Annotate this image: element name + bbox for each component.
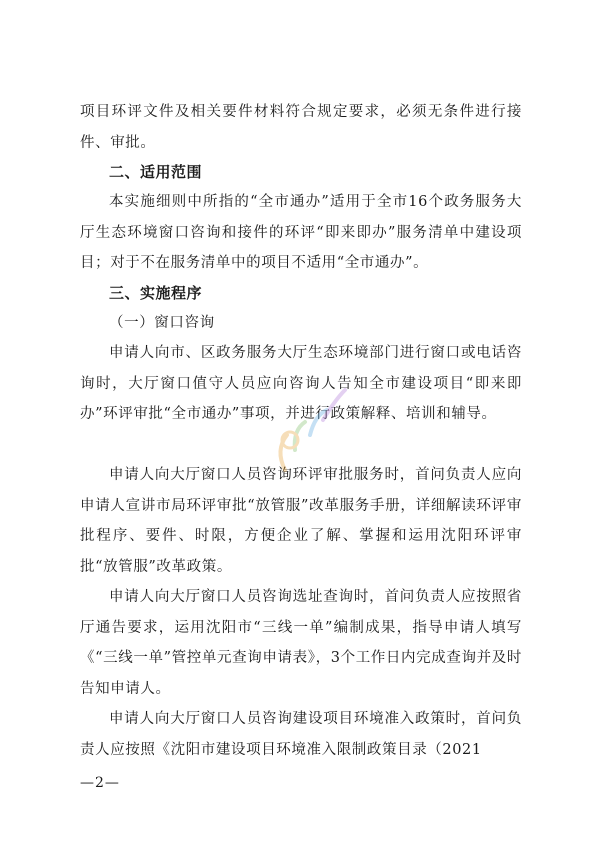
paragraph-consult-1: 申请人向市、区政务服务大厅生态环境部门进行窗口或电话咨询时，大厅窗口值守人员应向咨询人告知全市建设项目“即来即办”环评审批“全市通办”事项，并进行政策解释、培训和辅导。	[80, 345, 522, 422]
subsection-heading-window-consult: （一）窗口咨询	[109, 315, 215, 331]
paragraph-consult-4: 申请人向大厅窗口人员咨询建设项目环境准入政策时，首问负责人应按照《沈阳市建设项目环境准入限制政策目录（2021	[80, 711, 522, 758]
section-heading-scope: 二、适用范围	[109, 163, 203, 181]
page-number: —2—	[80, 775, 120, 791]
paragraph-consult-2: 申请人向大厅窗口人员咨询环评审批服务时，首问负责人应向申请人宣讲市局环评审批“放管服”改革服务手册，详细解读环评审批程序、要件、时限，方便企业了解、掌握和运用沈阳环评审批“放管服”改革政策。	[80, 467, 522, 575]
paragraph-scope: 本实施细则中所指的“全市通办”适用于全市16个政务服务大厅生态环境窗口咨询和接件的环评“即来即办”服务清单中建设项目；对于不在服务清单中的项目不适用“全市通办”。	[80, 194, 522, 271]
cloud-watermark-icon	[265, 380, 355, 490]
paragraph-consult-3: 申请人向大厅窗口人员咨询选址查询时，首问负责人应按照省厅通告要求，运用沈阳市“三线一单”编制成果，指导申请人填写《“三线一单”管控单元查询申请表》，3个工作日内完成查询并及时告知申请人。	[80, 589, 522, 697]
paragraph-continuation: 项目环评文件及相关要件材料符合规定要求，必须无条件进行接件、审批。	[80, 104, 522, 151]
section-heading-procedure: 三、实施程序	[109, 284, 203, 302]
